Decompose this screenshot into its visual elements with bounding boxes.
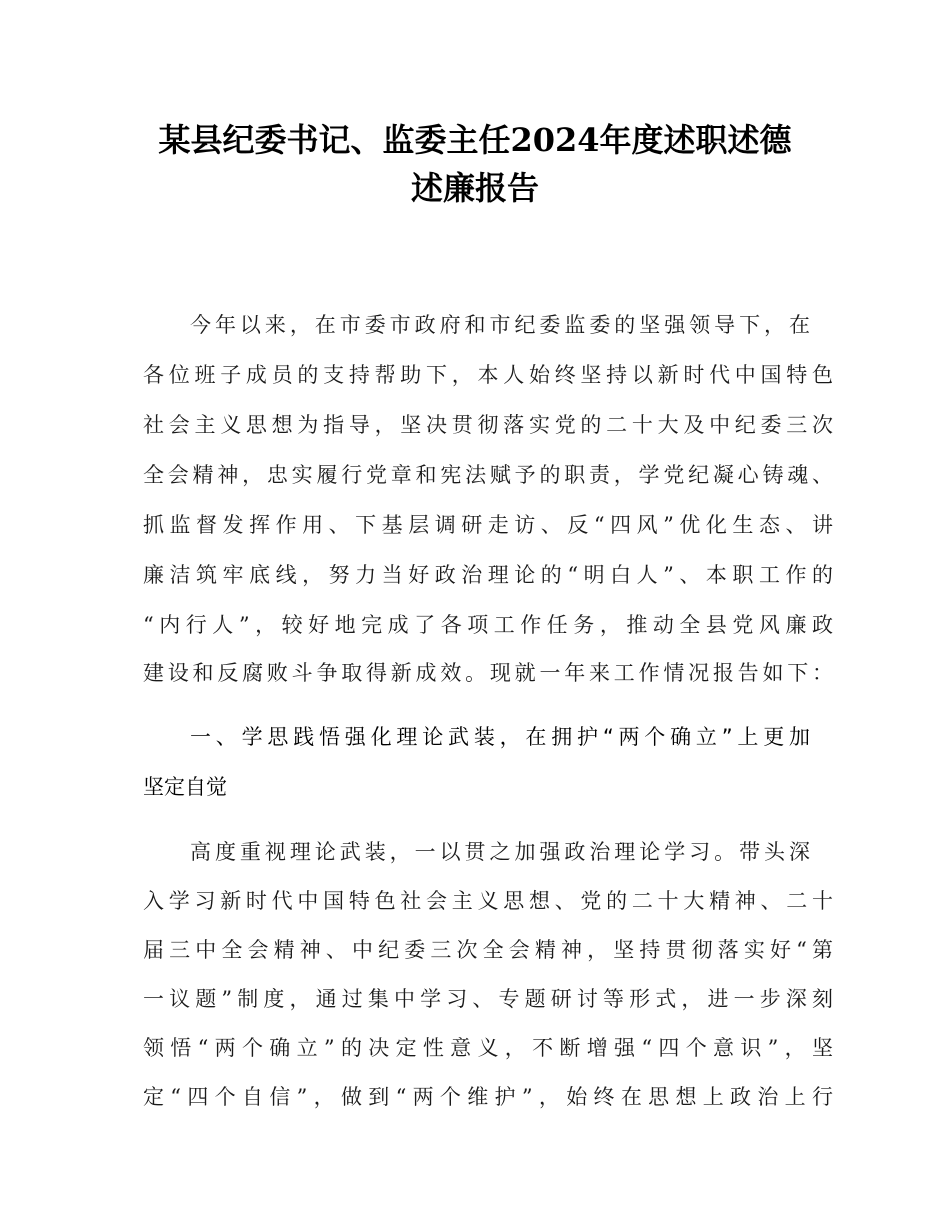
paragraph1-line: 社会主义思想为指导，坚决贯彻落实党的二十大及中纪委三次 [143,413,833,437]
document-title-line1: 某县纪委书记、监委主任2024年度述职述德 [158,121,792,159]
paragraph2-line: 届三中全会精神、中纪委三次全会精神，坚持贯彻落实好“第 [143,938,833,962]
paragraph1-line: “内行人”，较好地完成了各项工作任务，推动全县党风廉政 [143,613,833,637]
paragraph1-line: 全会精神，忠实履行党章和宪法赋予的职责，学党纪凝心铸魂、 [143,463,833,487]
paragraph2-line: 入学习新时代中国特色社会主义思想、党的二十大精神、二十 [143,889,833,913]
paragraph1-line: 建设和反腐败斗争取得新成效。现就一年来工作情况报告如下： [143,661,833,685]
section-heading-line: 坚定自觉 [143,775,227,799]
paragraph2-line: 定“四个自信”，做到“两个维护”，始终在思想上政治上行 [143,1085,833,1109]
document-title-line2: 述廉报告 [410,169,539,207]
paragraph1-line: 廉洁筑牢底线，努力当好政治理论的“明白人”、本职工作的 [143,563,833,587]
paragraph1-line: 各位班子成员的支持帮助下，本人始终坚持以新时代中国特色 [143,363,833,387]
paragraph1-line: 今年以来，在市委市政府和市纪委监委的坚强领导下，在 [190,313,810,337]
paragraph2-line: 一议题”制度，通过集中学习、专题研讨等形式，进一步深刻 [143,987,833,1011]
paragraph2-line: 高度重视理论武装，一以贯之加强政治理论学习。带头深 [190,840,810,864]
paragraph2-line: 领悟“两个确立”的决定性意义，不断增强“四个意识”，坚 [143,1036,833,1060]
section-heading-line: 一、学思践悟强化理论武装，在拥护“两个确立”上更加 [190,725,810,749]
paragraph1-line: 抓监督发挥作用、下基层调研走访、反“四风”优化生态、讲 [143,513,833,537]
